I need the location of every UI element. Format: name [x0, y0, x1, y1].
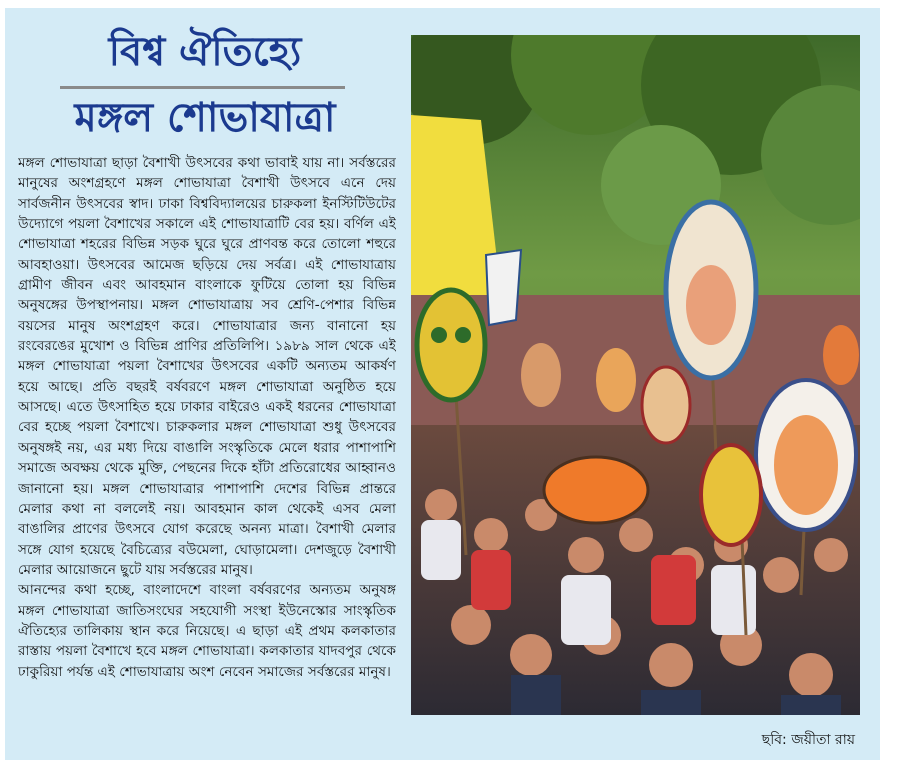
heading-line-1: বিশ্ব ঐতিহ্যে: [108, 28, 302, 75]
article-paragraph-1: মঙ্গল শোভাযাত্রা ছাড়া বৈশাখী উৎসবের কথা ভাবাই যায় না। সর্বস্তরের মানুষের অংশগ্রহণে মঙ্গল শোভাযাত্রা বৈশাখী উৎসবে এনে দেয় সার্বজনীন উৎসবের স্বাদ। ঢাকা বিশ্ববিদ্যালয়ের চারুকলা ইনস্টিটিউটের উদ্যোগে পয়লা বৈশাখের সকালে এই শোভাযাত্রাটি বের হয়। বর্ণিল এই শোভাযাত্রা শহরের বিভিন্ন সড়ক ঘুরে ঘুরে প্রাণবন্ত করে তোলো শহুরে আবহাওয়া। উৎসবের আমেজ ছড়িয়ে দেয় সর্বত্র। এই শোভাযাত্রায় গ্রামীণ জীবন এবং আবহমান বাংলাকে ফুটিয়ে তোলা হয় বিভিন্ন অনুষঙ্গের উপস্থাপনায়। মঙ্গল শোভাযাত্রায় সব শ্রেণি-পেশার বিভিন্ন বয়সের মানুষ অংশগ্রহণ করে। শোভাযাত্রার জন্য বানানো হয় রংবেরঙের মুখোশ ও বিভিন্ন প্রাণির প্রতিলিপি। ১৯৮৯ সাল থেকে এই মঙ্গল শোভাযাত্রা পয়লা বৈশাখের উৎসবের একটি অন্যতম আকর্ষণ হয়ে আছে। প্রতি বছরই বর্ষবরণে মঙ্গল শোভাযাত্রা অনুষ্ঠিত হয়ে আসছে। এতে উৎসাহিত হয়ে ঢাকার বাইরেও একই ধরনের শোভাযাত্রা বের হচ্ছে পয়লা বৈশাখে। চারুকলার মঙ্গল শোভাযাত্রা শুধু উৎসবের অনুষঙ্গই নয়, এর মধ্য দিয়ে বাঙালি সংস্কৃতিকে মেলে ধরার পাশাপাশি সমাজে অবক্ষয় থেকে মুক্তি, পেছনের দিকে হাঁটা প্রতিরোধের আহ্বানও জানানো হয়। মঙ্গল শোভাযাত্রার পাশাপাশি দেশের বিভিন্ন প্রান্তরে মেলার কথা না বললেই নয়। আবহমান কাল থেকেই এসব মেলা বাঙালির প্রাণের উৎসবে যোগ করেছে অনন্য মাত্রা। বৈশাখী মেলার সঙ্গে যোগ হয়েছে বৈচিত্র্যের বউমেলা, ঘোড়ামেলা। দেশজুড়ে বৈশাখী মেলার আয়োজনে ছুটে যায় সর্বস্তরের মানুষ।: [18, 155, 396, 578]
heading-divider: [60, 86, 345, 89]
heading-line-2: মঙ্গল শোভাযাত্রা: [74, 94, 336, 141]
photo-caption: ছবি: জয়ীতা রায়: [761, 732, 855, 748]
procession-photo: [411, 35, 860, 715]
article-body: [18, 153, 396, 738]
article-paragraph-2: আনন্দের কথা হচ্ছে, বাংলাদেশে বাংলা বর্ষবরণের অন্যতম অনুষঙ্গ মঙ্গল শোভাযাত্রা জাতিসংঘের সহযোগী সংস্থা ইউনেস্কোর সাংস্কৃতিক ঐতিহ্যের তালিকায় স্থান করে নিয়েছে। এ ছাড়া এই প্রথম কলকাতার রাস্তায় পয়লা বৈশাখে হবে মঙ্গল শোভাযাত্রা। কলকাতার যাদবপুর থেকে ঢাকুরিয়া পর্যন্ত এই শোভাযাত্রায় অংশ নেবেন সমাজের সর্বস্তরের মানুষ।: [18, 582, 396, 680]
